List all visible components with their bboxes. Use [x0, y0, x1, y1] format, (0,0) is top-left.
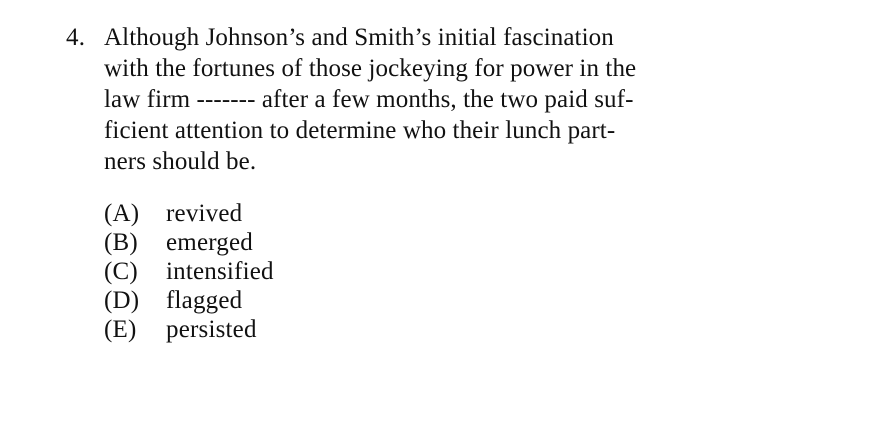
answer-choices — [66, 199, 851, 344]
question-stem-line: law firm ------- after a few months, the two paid suf- — [104, 86, 634, 113]
question-stem-line: ners should be. — [104, 148, 257, 175]
answer-choice-b[interactable] — [104, 228, 851, 257]
question-stem-line: with the fortunes of those jockeying for power in the — [104, 55, 637, 82]
question-stem-line: Although Johnson’s and Smith’s initial fascination — [104, 24, 614, 51]
question-block — [66, 22, 851, 177]
choice-text: revived — [166, 200, 243, 227]
choice-text: persisted — [166, 316, 257, 343]
answer-choice-c[interactable] — [104, 257, 851, 286]
answer-choice-d[interactable] — [104, 286, 851, 315]
choice-text: intensified — [166, 258, 274, 285]
choice-letter: (C) — [104, 258, 138, 285]
choice-letter: (D) — [104, 287, 140, 314]
choice-text: flagged — [166, 287, 243, 314]
question-number: 4. — [66, 24, 86, 51]
answer-choice-e[interactable] — [104, 315, 851, 344]
choice-text: emerged — [166, 229, 254, 256]
question-stem — [104, 22, 804, 177]
choice-letter: (B) — [104, 229, 138, 256]
answer-choice-a[interactable] — [104, 199, 851, 228]
choice-letter: (E) — [104, 316, 137, 343]
question-stem-line: ficient attention to determine who their lunch part- — [104, 117, 616, 144]
choice-letter: (A) — [104, 200, 140, 227]
